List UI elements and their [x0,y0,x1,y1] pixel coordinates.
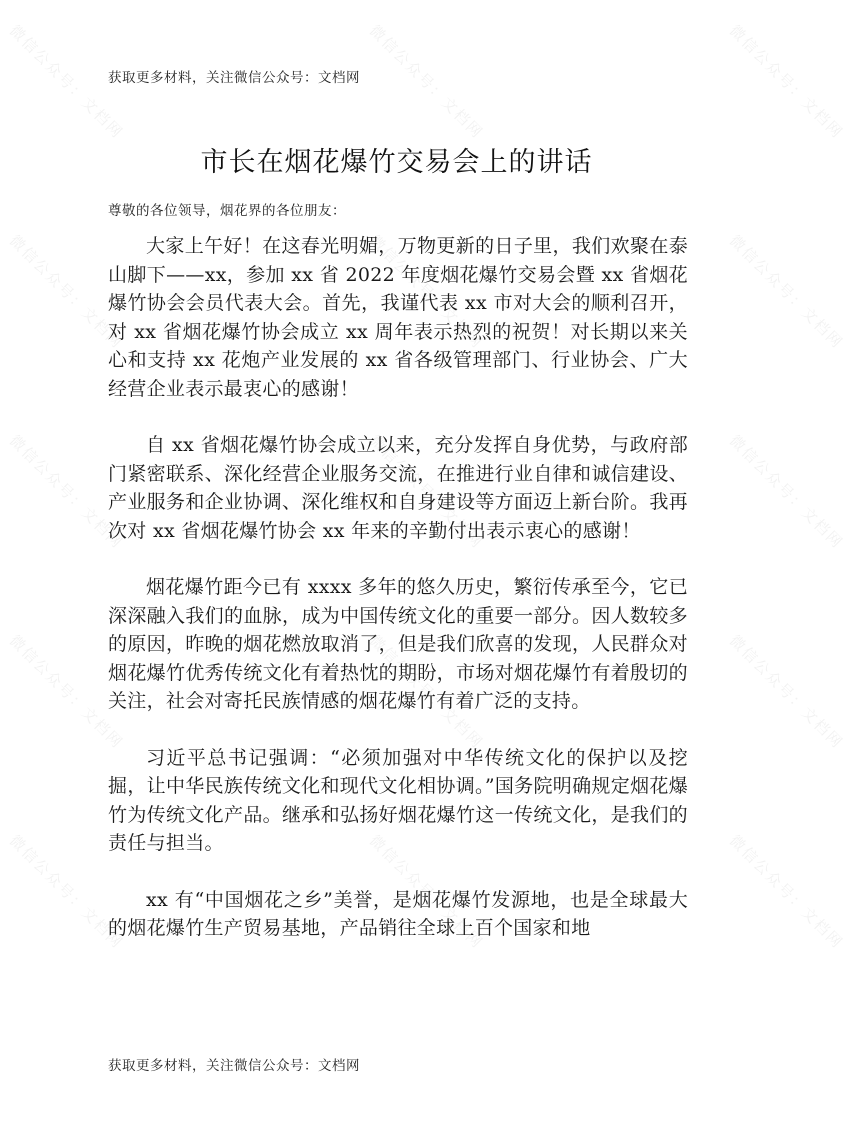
watermark-text: 微信公众号：文档网 [5,631,127,753]
watermark-text: 微信公众号：文档网 [365,21,487,143]
watermark-text: 微信公众号：文档网 [725,831,847,953]
document-title: 市长在烟花爆竹交易会上的讲话 [200,147,593,178]
watermark-text: 微信公众号：文档网 [725,21,847,143]
paragraph: xx 有“中国烟花之乡”美誉，是烟花爆竹发源地，也是全球最大的烟花爆竹生产贸易基地，产品销往全球上百个国家和地 [108,888,688,939]
paragraph: 烟花爆竹距今已有 xxxx 多年的悠久历史，繁衍传承至今，它已深深融入我们的血脉，成为中国传统文化的重要一部分。因人数较多的原因，昨晚的烟花燃放取消了，但是我们欣喜的发现，人民群众对烟花爆竹优秀传统文化有着热忱的期盼，市场对烟花爆竹有着殷切的关注，社会对寄托民族情感的烟花爆竹有着广泛的支持。 [108,576,688,712]
watermark-text: 微信公众号：文档网 [365,631,487,753]
footer-note: 获取更多材料，关注微信公众号：文档网 [108,1058,360,1074]
watermark-text: 微信公众号：文档网 [725,231,847,353]
header-note: 获取更多材料，关注微信公众号：文档网 [108,70,360,86]
paragraph: 自 xx 省烟花爆竹协会成立以来，充分发挥自身优势，与政府部门紧密联系、深化经营企业服务交流，在推进行业自律和诚信建设、产业服务和企业协调、深化维权和自身建设等方面迈上新台阶。我再次对 xx 省烟花爆竹协会 xx 年来的辛勤付出表示衷心的感谢！ [108,434,688,542]
watermark-text: 微信公众号：文档网 [5,431,127,553]
paragraph: 习近平总书记强调：“必须加强对中华传统文化的保护以及挖掘，让中华民族传统文化和现代文化相协调。”国务院明确规定烟花爆竹为传统文化产品。继承和弘扬好烟花爆竹这一传统文化，是我们的责任与担当。 [108,746,688,854]
watermark-text: 微信公众号：文档网 [725,631,847,753]
watermark-text: 微信公众号：文档网 [725,431,847,553]
salutation: 尊敬的各位领导，烟花界的各位朋友： [108,203,346,219]
watermark-text: 微信公众号：文档网 [5,831,127,953]
watermark-text: 微信公众号：文档网 [365,431,487,553]
watermark-text: 微信公众号：文档网 [5,231,127,353]
document-body [108,232,688,971]
paragraph: 大家上午好！在这春光明媚，万物更新的日子里，我们欢聚在泰山脚下——xx，参加 xx 省 2022 年度烟花爆竹交易会暨 xx 省烟花爆竹协会会员代表大会。首先，我谨代表 xx 市对大会的顺利召开，对 xx 省烟花爆竹协会成立 xx 周年表示热烈的祝贺！对长期以来关心和支持 xx 花炮产业发展的 xx 省各级管理部门、行业协会、广大经营企业表示最衷心的感谢！ [108,235,688,400]
watermark-text: 微信公众号：文档网 [365,231,487,353]
watermark-text: 微信公众号：文档网 [365,831,487,953]
watermark-text: 微信公众号：文档网 [5,21,127,143]
